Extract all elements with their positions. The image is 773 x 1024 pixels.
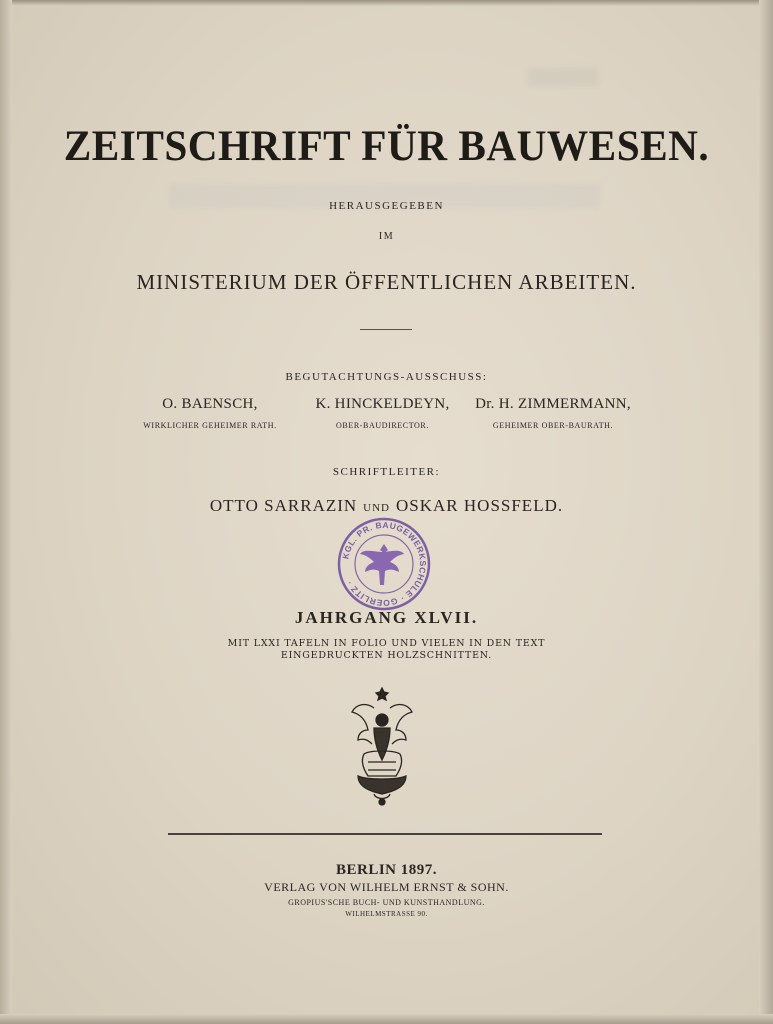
committee-member xyxy=(295,396,470,430)
member-rank: OBER-BAUDIRECTOR. xyxy=(336,421,429,430)
im-label: IM xyxy=(378,231,395,242)
member-rank: GEHEIMER OBER-BAURATH. xyxy=(492,421,614,430)
volume-line: MIT LXXI TAFELN IN FOLIO UND VIELEN IN DEN TEXT xyxy=(227,638,546,649)
member-name: O. BAENSCH, xyxy=(162,396,258,412)
herausgegeben-label: HERAUSGEGEBEN xyxy=(329,200,444,212)
volume-line: EINGEDRUCKTEN HOLZSCHNITTEN. xyxy=(280,650,493,661)
volume-description xyxy=(0,638,773,662)
imprint-publisher: VERLAG VON WILHELM ERNST & SOHN. xyxy=(264,880,509,894)
page-edge-top xyxy=(0,0,773,6)
ministry-name: MINISTERIUM DER ÖFFENTLICHEN ARBEITEN. xyxy=(136,270,637,294)
show-through-smudge xyxy=(528,68,598,86)
editors-heading: SCHRIFTLEITER: xyxy=(332,466,441,478)
member-name: K. HINCKELDEYN, xyxy=(315,396,450,412)
editor-conjunction: UND xyxy=(363,502,391,514)
committee-member xyxy=(130,396,290,430)
volume-title: JAHRGANG XLVII. xyxy=(294,608,479,627)
journal-title: ZEITSCHRIFT FÜR BAUWESEN. xyxy=(63,123,710,170)
member-rank: WIRKLICHER GEHEIMER RATH. xyxy=(143,421,277,430)
page-edge-bottom xyxy=(0,1014,773,1024)
editors-names xyxy=(0,496,773,516)
member-name: Dr. H. ZIMMERMANN, xyxy=(475,396,631,412)
committee-member xyxy=(468,396,638,430)
stamp-text: KGL. PR. BAUGEWERKSCHULE · GOERLITZ · xyxy=(340,519,429,609)
library-stamp-icon xyxy=(336,516,432,612)
winged-figure-emblem-icon xyxy=(344,686,420,808)
editor-name: OSKAR HOSSFELD. xyxy=(396,496,564,515)
editor-name: OTTO SARRAZIN xyxy=(209,496,358,515)
imprint-street: WILHELMSTRASSE 90. xyxy=(345,910,428,918)
committee-heading: BEGUTACHTUNGS-AUSSCHUSS: xyxy=(285,371,488,383)
imprint-shop: GROPIUS'SCHE BUCH- UND KUNSTHANDLUNG. xyxy=(288,898,485,907)
imprint-city-year: BERLIN 1897. xyxy=(335,862,438,878)
divider-line xyxy=(360,329,412,330)
imprint-rule xyxy=(168,833,602,835)
